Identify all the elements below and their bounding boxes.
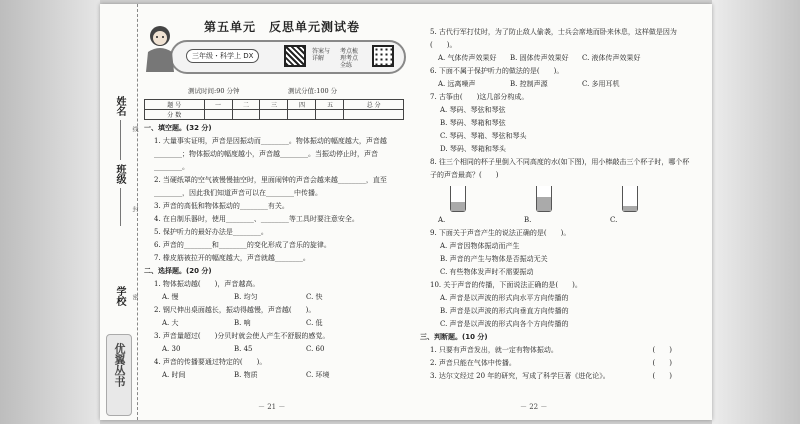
option-q9: B. 声音的产生与物体是否振动无关 bbox=[440, 255, 548, 263]
option-q5: A. 气体传声效果好 bbox=[438, 54, 497, 62]
score-table-header-row bbox=[145, 100, 404, 110]
mascot-image bbox=[140, 22, 180, 76]
choice-option: C. 60 bbox=[306, 345, 325, 353]
water-level bbox=[537, 197, 551, 211]
fill-question: 2. 当硬纸罩的空气被慢慢抽空时，里面闹钟的声音会越来越________，直至________，因此我们知道声音可以在________中传播。 bbox=[154, 176, 387, 197]
section-judge-heading: 三、判断题。(10 分) bbox=[420, 333, 488, 341]
fill-question: 1. 大量事实证明，声音是因振动而________。物体振动的幅度越大，声音越________；物体振动的幅度越小，声音越________。当振动停止时，声音________。 bbox=[154, 137, 387, 171]
review-qr-code[interactable] bbox=[372, 45, 394, 67]
section-fill-heading: 一、填空题。(32 分) bbox=[144, 124, 212, 132]
water-level bbox=[451, 202, 465, 211]
option-q7: C. 琴码、琴箱、琴弦和琴头 bbox=[440, 132, 527, 140]
option-q9: C. 有些物体发声时不需要振动 bbox=[440, 268, 534, 276]
choice-options bbox=[144, 369, 406, 382]
section-choice-heading: 二、选择题。(20 分) bbox=[144, 267, 212, 275]
option-q6: B. 控制声源 bbox=[510, 80, 548, 88]
choice-options bbox=[144, 343, 406, 356]
grade-badge: 三年级・科学上 DX bbox=[186, 49, 259, 63]
qr1-caption: 答案与详解 bbox=[312, 48, 331, 62]
page-number-right: － 22 － bbox=[520, 403, 548, 411]
unit-title: 第五单元 反思单元测试卷 bbox=[204, 20, 361, 34]
option-q10: C. 声音是以声波的形式向各个方向传播的 bbox=[440, 320, 569, 328]
score-cell: 五 bbox=[316, 100, 344, 110]
left-column bbox=[144, 122, 406, 382]
choice-questions bbox=[144, 278, 406, 382]
judge-text: 3. 达尔文经过 20 年的研究，写成了科学巨著《进化论》。 bbox=[430, 372, 610, 380]
score-cell bbox=[288, 110, 316, 120]
option-q7: D. 琴码、琴箱和琴头 bbox=[440, 145, 506, 153]
choice-option: B. 物质 bbox=[234, 371, 258, 379]
fill-questions bbox=[144, 135, 406, 265]
water-level bbox=[623, 206, 637, 211]
water-cup bbox=[622, 186, 638, 212]
choice-option: C. 低 bbox=[306, 319, 323, 327]
score-cell: 二 bbox=[232, 100, 260, 110]
choice-option: B. 45 bbox=[234, 345, 253, 353]
fill-question: 5. 保护听力的最好办法是________。 bbox=[154, 228, 268, 236]
binding-mark-2: 封 bbox=[131, 206, 138, 212]
fill-question: 3. 声音的高低和物体振动的________有关。 bbox=[154, 202, 289, 210]
q9-text: 9. 下面关于声音产生的说法正确的是( )。 bbox=[430, 229, 571, 237]
judge-answer-paren: ( ) bbox=[652, 359, 672, 367]
right-column bbox=[420, 26, 692, 383]
option-q7: B. 琴码、琴箱和琴弦 bbox=[440, 119, 506, 127]
q8-options bbox=[420, 214, 692, 227]
fill-question: 4. 在自制乐器时，使用________、________等工具时要注意安全。 bbox=[154, 215, 359, 223]
q9-options bbox=[420, 240, 692, 279]
option-q9: A. 声音因物体振动而产生 bbox=[440, 242, 520, 250]
water-cup bbox=[450, 186, 466, 212]
binding-mark-3: 密 bbox=[131, 294, 138, 300]
choice-question: 3. 声音量超过( )分贝时就会使人产生不舒服的感觉。 bbox=[154, 332, 330, 340]
choice-option: B. 均匀 bbox=[234, 293, 258, 301]
school-label: 学校 bbox=[114, 286, 125, 306]
class-label: 班级 bbox=[114, 164, 125, 184]
option-q6: A. 远离噪声 bbox=[438, 80, 476, 88]
choice-option: A. 时间 bbox=[162, 371, 186, 379]
binding-mark-1: 线 bbox=[131, 126, 138, 132]
test-time: 测试时间:90 分钟 bbox=[188, 87, 240, 95]
choice-question: 4. 声音的传播要通过特定的( )。 bbox=[154, 358, 267, 366]
score-table-score-row bbox=[145, 110, 404, 120]
score-cell: 总 分 bbox=[344, 100, 404, 110]
option-q8: C. bbox=[610, 216, 618, 224]
option-q7: A. 琴码、琴弦和琴弦 bbox=[440, 106, 506, 114]
choice-option: C. 环境 bbox=[306, 371, 330, 379]
q10-options bbox=[420, 292, 692, 331]
test-score: 测试分值:100 分 bbox=[288, 87, 338, 95]
choice-option: C. 快 bbox=[306, 293, 323, 301]
brand-logo: 优翼丛书 bbox=[106, 334, 132, 416]
judge-answer-paren: ( ) bbox=[652, 346, 672, 354]
q10-text: 10. 关于声音的传播，下面说法正确的是( )。 bbox=[430, 281, 582, 289]
score-cell: 题 号 bbox=[145, 100, 205, 110]
book-right-edge bbox=[712, 0, 800, 424]
choice-option: B. 响 bbox=[234, 319, 251, 327]
q5-text: 5. 古代行军打仗时，为了防止敌人偷袭，士兵会席地而卧来休息，这样做是因为( )。 bbox=[430, 28, 677, 49]
score-cell: 三 bbox=[260, 100, 288, 110]
score-cell bbox=[260, 110, 288, 120]
score-cell: 四 bbox=[288, 100, 316, 110]
option-q5: B. 固体传声效果好 bbox=[510, 54, 569, 62]
score-cell bbox=[344, 110, 404, 120]
option-q8: A. bbox=[438, 216, 446, 224]
judge-answer-paren: ( ) bbox=[652, 372, 672, 380]
option-q5: C. 液体传声效果好 bbox=[582, 54, 641, 62]
option-q10: A. 声音是以声波的形式向水平方向传播的 bbox=[440, 294, 569, 302]
judge-questions bbox=[420, 344, 692, 383]
judge-text: 2. 声音只能在气体中传播。 bbox=[430, 359, 516, 367]
q7-text: 7. 古筝由( )这几部分构成。 bbox=[430, 93, 529, 101]
name-label: 姓名 bbox=[114, 96, 125, 116]
choice-option: A. 大 bbox=[162, 319, 179, 327]
choice-options bbox=[144, 291, 406, 304]
choice-question: 2. 钢尺伸出桌面越长，振动得越慢，声音越( )。 bbox=[154, 306, 316, 314]
q6-options bbox=[420, 78, 692, 91]
binding-strip bbox=[100, 4, 138, 420]
score-cell: 分 数 bbox=[145, 110, 205, 120]
q7-options bbox=[420, 104, 692, 156]
name-line bbox=[120, 120, 121, 160]
q8-cups-figure bbox=[420, 184, 692, 212]
judge-question bbox=[420, 357, 692, 370]
option-q8: B. bbox=[524, 216, 532, 224]
header-banner bbox=[140, 18, 408, 78]
choice-question: 1. 物体振动越( )，声音越高。 bbox=[154, 280, 260, 288]
judge-text: 1. 只要有声音发出，就一定有物体振动。 bbox=[430, 346, 558, 354]
score-table bbox=[144, 99, 404, 120]
option-q6: C. 多用耳机 bbox=[582, 80, 620, 88]
q5-options bbox=[420, 52, 692, 65]
water-cup bbox=[536, 186, 552, 212]
qr2-caption: 考点梳理考点全练 bbox=[340, 48, 359, 69]
class-line bbox=[120, 188, 121, 226]
page-number-left: － 21 － bbox=[258, 403, 286, 411]
fill-question: 6. 声音的________和________的变化形成了音乐的旋律。 bbox=[154, 241, 331, 249]
q6-text: 6. 下面不属于保护听力的做法的是( )。 bbox=[430, 67, 564, 75]
score-cell bbox=[232, 110, 260, 120]
option-q10: B. 声音是以声波的形式向垂直方向传播的 bbox=[440, 307, 569, 315]
judge-question bbox=[420, 370, 692, 383]
q8-text: 8. 往三个相同的杯子里倒入不同高度的水(如下图)，用小棒敲击三个杯子时，哪个杯子的声音最高？( ) bbox=[430, 158, 690, 179]
choice-option: A. 慢 bbox=[162, 293, 179, 301]
judge-question bbox=[420, 344, 692, 357]
score-cell bbox=[316, 110, 344, 120]
book-left-edge bbox=[0, 0, 100, 424]
score-cell: 一 bbox=[204, 100, 232, 110]
choice-options bbox=[144, 317, 406, 330]
fill-question: 7. 橡皮筋被拉开的幅度越大，声音就越________。 bbox=[154, 254, 310, 262]
exam-sheet bbox=[100, 4, 712, 420]
choice-option: A. 30 bbox=[162, 345, 181, 353]
score-cell bbox=[204, 110, 232, 120]
answer-qr-code[interactable] bbox=[284, 45, 306, 67]
